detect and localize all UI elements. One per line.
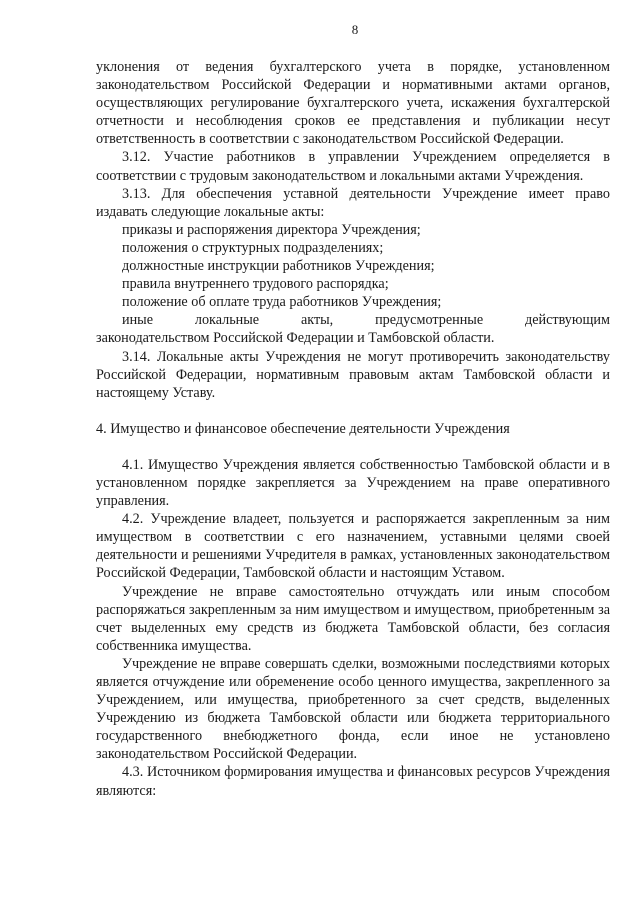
section-heading: 4. Имущество и финансовое обеспечение деятельности Учреждения	[96, 420, 510, 437]
list-item: должностные инструкции работников Учреждения;	[122, 258, 435, 275]
list-item-other-acts: иные локальные акты, предусмотренные действующим	[122, 312, 610, 329]
paragraph-no-deals: Учреждение не вправе совершать сделки, возможными последствиями которых является отчуждение или обременение особо ценного имущества, закрепленного за Учреждением, или имущества, приобретенного за счет средств, выделенных Учреждению из бюджета Тамбовской области или бюджета территориального государственного внебюджетного фонда, если иное не установлено законодательством Российской Федерации.	[96, 655, 610, 763]
page-number: 8	[351, 22, 359, 37]
list-item: положение об оплате труда работников Учреждения;	[122, 294, 442, 311]
paragraph-3-12: 3.12. Участие работников в управлении Учреждением определяется в соответствии с трудовым законодательством и локальными актами Учреждения.	[96, 149, 610, 184]
list-item: правила внутреннего трудового распорядка;	[122, 276, 389, 293]
paragraph-3-13: 3.13. Для обеспечения уставной деятельности Учреждение имеет право издавать следующие локальные акты:	[96, 185, 610, 220]
paragraph-4-1: 4.1. Имущество Учреждения является собственностью Тамбовской области и в установленном порядке закрепляется за Учреждением на праве оперативного управления.	[96, 456, 610, 510]
local-acts-list	[96, 221, 610, 348]
paragraph-4-3: 4.3. Источником формирования имущества и финансовых ресурсов Учреждения являются:	[96, 764, 610, 799]
list-item: приказы и распоряжения директора Учреждения;	[122, 221, 421, 238]
list-item: положения о структурных подразделениях;	[122, 239, 384, 256]
list-item-other-acts-continuation: законодательством Российской Федерации и Тамбовской области.	[96, 330, 495, 347]
paragraph-continuation: уклонения от ведения бухгалтерского учета в порядке, установленном законодательством Российской Федерации и нормативными актами органов, осуществляющих регулирование бухгалтерского учета, искажения бухгалтерской отчетности и несоблюдения сроков ее представления и публикации несут ответственность в соответствии с законодательством Российской Федерации.	[96, 59, 610, 148]
paragraph-no-alienate: Учреждение не вправе самостоятельно отчуждать или иным способом распоряжаться закрепленным за ним имуществом и имуществом, приобретенным за счет выделенных ему средств из бюджета Тамбовской области, без согласия собственника имущества.	[96, 583, 610, 654]
paragraph-4-2: 4.2. Учреждение владеет, пользуется и распоряжается закрепленным за ним имуществом в соответствии с его назначением, уставными целями своей деятельности и решениями Учредителя в рамках, установленных законодательством Российской Федерации, Тамбовской области и настоящим Уставом.	[96, 511, 610, 582]
document-page	[96, 22, 610, 800]
paragraph-3-14: 3.14. Локальные акты Учреждения не могут противоречить законодательству Российской Федерации, нормативным правовым актам Тамбовской области и настоящему Уставу.	[96, 348, 610, 401]
